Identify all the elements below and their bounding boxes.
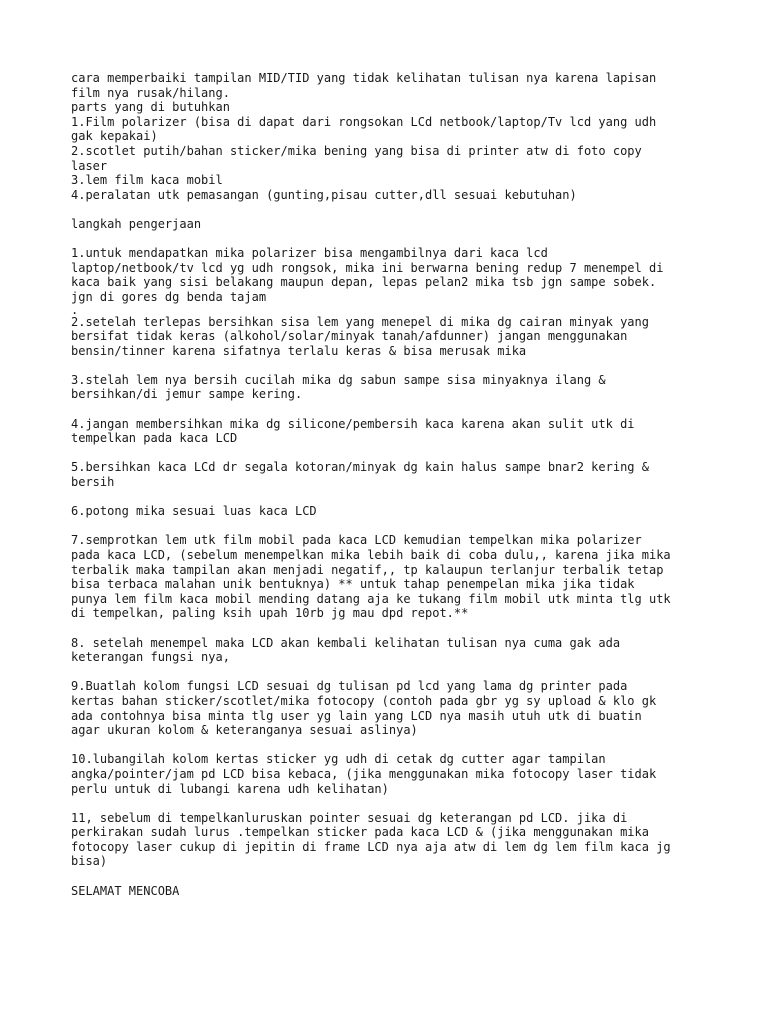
step-line: 9.Buatlah kolom fungsi LCD sesuai dg tulisan pd lcd yang lama dg printer pada [71, 679, 628, 694]
step-8 [71, 636, 731, 665]
step-5 [71, 460, 731, 489]
blank-line [71, 358, 731, 373]
text-line: cara memperbaiki tampilan MID/TID yang tidak kelihatan tulisan nya karena lapisan [71, 71, 657, 85]
step-4 [71, 417, 731, 446]
step-line: keterangan fungsi nya, [71, 650, 230, 665]
step-line: perlu untuk di lubangi karena udh kelihatan) [71, 781, 389, 796]
step-line: terbalik maka tampilan akan menjadi negatif,, tp kalaupun terlanjur terbalik tetap [71, 562, 664, 577]
step-line: 3.stelah lem nya bersih cucilah mika dg sabun sampe sisa minyaknya ilang & [71, 372, 606, 387]
step-line: bisa terbaca malahan unik bentuknya) ** untuk tahap penempelan mika jika tidak [71, 577, 635, 592]
blank-line [71, 490, 731, 505]
step-line: 8. setelah menempel maka LCD akan kembali kelihatan tulisan nya cuma gak ada [71, 635, 621, 650]
step-line: angka/pointer/jam pd LCD bisa kebaca, (jika menggunakan mika fotocopy laser tidak [71, 766, 657, 781]
step-line: 10.lubangilah kolom kertas sticker yg udh di cetak dg cutter agar tampilan [71, 752, 606, 767]
step-line: di tempelkan, paling ksih upah 10rb jg mau dpd repot.** [71, 606, 469, 621]
parts-heading: parts yang di butuhkan [71, 100, 230, 115]
blank-line [71, 402, 731, 417]
step-line: 4.jangan membersihkan mika dg silicone/pembersih kaca karena akan sulit utk di [71, 416, 635, 431]
step-9 [71, 679, 731, 737]
steps-heading: langkah pengerjaan [71, 216, 202, 231]
blank-line [71, 796, 731, 811]
step-line: 5.bersihkan kaca LCd dr segala kotoran/minyak dg kain halus sampe bnar2 kering & [71, 460, 649, 475]
parts-item-line: 3.lem film kaca mobil [71, 173, 223, 188]
step-11 [71, 811, 731, 869]
step-line: tempelkan pada kaca LCD [71, 431, 238, 446]
blank-line [71, 446, 731, 461]
stray-dot: . [71, 302, 79, 317]
parts-section [71, 100, 731, 202]
step-line: jgn di gores dg benda tajam [71, 289, 267, 304]
step-6 [71, 504, 731, 519]
blank-line [71, 869, 731, 884]
parts-item-line: 4.peralatan utk pemasangan (gunting,pisau cutter,dll sesuai kebutuhan) [71, 187, 577, 202]
step-line: perkirakan sudah lurus .tempelkan sticker pada kaca LCD & (jika menggunakan mika [71, 825, 649, 840]
step-line: bisa) [71, 854, 108, 869]
step-line: pada kaca LCD, (sebelum menempelkan mika lebih baik di coba dulu,, karena jika mika [71, 548, 671, 562]
text-line: film nya rusak/hilang. [71, 85, 230, 100]
step-line: punya lem film kaca mobil mending datang aja ke tukang film mobil utk minta tlg utk [71, 591, 671, 606]
blank-line [71, 621, 731, 636]
parts-item-line: gak kepakai) [71, 129, 158, 144]
document-body [71, 71, 731, 898]
step-2 [71, 315, 731, 359]
step-line: bensin/tinner karena sifatnya terlalu keras & bisa merusak mika [71, 343, 527, 358]
step-line: fotocopy laser cukup di jepitin di frame LCD nya aja atw di lem dg lem film kaca jg [71, 839, 671, 854]
intro-paragraph [71, 71, 731, 100]
step-line: 6.potong mika sesuai luas kaca LCD [71, 504, 317, 519]
step-3 [71, 373, 731, 402]
step-10 [71, 752, 731, 796]
blank-line [71, 519, 731, 534]
parts-item-line: 1.Film polarizer (bisa di dapat dari rongsokan LCd netbook/laptop/Tv lcd yang udh [71, 114, 657, 129]
step-line: kertas bahan sticker/scotlet/mika fotocopy (contoh pada gbr yg sy upload & klo gk [71, 693, 657, 708]
blank-line [71, 665, 731, 680]
step-line: 7.semprotkan lem utk film mobil pada kaca LCD kemudian tempelkan mika polarizer [71, 533, 642, 548]
step-7 [71, 533, 731, 621]
blank-line [71, 202, 731, 217]
step-line: 2.setelah terlepas bersihkan sisa lem yang menepel di mika dg cairan minyak yang [71, 314, 649, 329]
step-line: 11, sebelum di tempelkanluruskan pointer sesuai dg keterangan pd LCD. jika di [71, 810, 628, 825]
step-line: bersifat tidak keras (alkohol/solar/minyak tanah/afdunner) jangan menggunakan [71, 329, 628, 344]
step-line: 1.untuk mendapatkan mika polarizer bisa mengambilnya dari kaca lcd [71, 246, 548, 261]
step-line: bersih [71, 475, 115, 490]
closing-text: SELAMAT MENCOBA [71, 883, 180, 898]
step-line: ada contohnya bisa minta tlg user yg lain yang LCD nya masih utuh utk di buatin [71, 708, 642, 723]
parts-item-line: 2.scotlet putih/bahan sticker/mika bening yang bisa di printer atw di foto copy [71, 143, 642, 158]
step-line: laptop/netbook/tv lcd yg udh rongsok, mika ini berwarna bening redup 7 menempel di [71, 260, 664, 275]
step-line: bersihkan/di jemur sampe kering. [71, 387, 303, 402]
step-line: agar ukuran kolom & keteranganya sesuai aslinya) [71, 723, 418, 738]
step-1 [71, 246, 731, 317]
blank-line [71, 232, 731, 247]
parts-item-line: laser [71, 158, 108, 173]
blank-line [71, 738, 731, 753]
step-line: kaca baik yang sisi belakang maupun depan, lepas pelan2 mika tsb jgn sampe sobek. [71, 275, 657, 290]
